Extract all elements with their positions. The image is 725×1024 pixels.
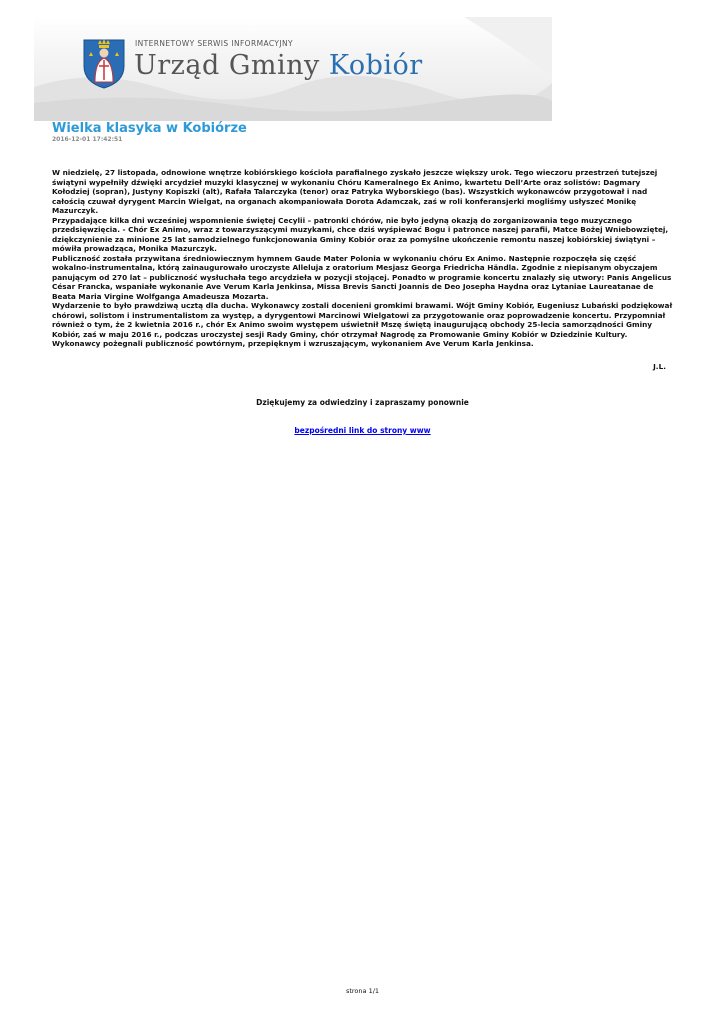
header-title-office: Urząd Gminy (134, 50, 329, 81)
article-date: 2016-12-01 17:42:51 (52, 136, 123, 143)
direct-link-container (0, 418, 725, 437)
header-banner (34, 17, 552, 121)
article-paragraph: Publiczność została przywitana średniowiecznym hymnem Gaude Mater Polonia w wykonaniu chóru Ex Animo. Następnie rozpoczęła się część wokalno-instrumentalna, którą zainaugurowało uroczyste Alleluja z oratorium Mesjasz Georga Friedricha Händla. Zgodnie z niepisanym obyczajem panującym od 270 lat – publiczność wysłuchała tego arcydzieła w pozycji stojącej. Ponadto w programie koncertu znalazły się utwory: Panis Angelicus César Francka, wspaniałe wykonanie Ave Verum Karla Jenkinsa, Missa Brevis Sancti Joannis de Deo Josepha Haydna oraz Lytaniae Laureatanae de Beata Maria Virgine Wolfganga Amadeusza Mozarta. (52, 253, 672, 301)
header-subtitle: INTERNETOWY SERWIS INFORMACYJNY (135, 39, 293, 48)
header-title-town: Kobiór (328, 50, 423, 81)
page-number: strona 1/1 (345, 987, 380, 995)
article-paragraph: Wykonawcy pożegnali publiczność powtórnym, przepięknym i wzruszającym, wykonaniem Ave Verum Karla Jenkinsa. (52, 339, 534, 348)
article-title: Wielka klasyka w Kobiórze (52, 121, 247, 136)
header-title (134, 50, 423, 81)
article-body (52, 168, 674, 349)
thanks-message: Dziękujemy za odwiedziny i zapraszamy ponownie (256, 398, 469, 407)
article-paragraph: Przypadające kilka dni wcześniej wspomnienie świętej Cecylii – patronki chórów, nie było jedyną okazją do zorganizowania tego muzycznego przedsięwzięcia. - Chór Ex Animo, wraz z towarzyszącymi muzykami, chce dziś wyśpiewać Bogu i patronce naszej parafii, Matce Bożej Wniebowziętej, dziękczynienie za minione 25 lat samodzielnego funkcjonowania Gminy Kobiór oraz za pomyślne ukończenie remontu naszej kobiórskiej świątyni – mówiła prowadząca, Monika Mazurczyk. (52, 215, 669, 253)
coat-of-arms-icon (82, 38, 126, 90)
article-signature: J.L. (653, 362, 666, 371)
article-paragraph: Wydarzenie to było prawdziwą ucztą dla ducha. Wykonawcy zostali docenieni gromkimi brawami. Wójt Gminy Kobiór, Eugeniusz Lubański podziękował chórowi, solistom i instrumentalistom za występ, a dyrygentowi Marcinowi Wielgatowi za przygotowanie oraz poprowadzenie koncertu. Przypomniał również o tym, że 2 kwietnia 2016 r., chór Ex Animo swoim występem uświetnił Mszę świętą inaugurującą obchody 25-lecia samorządności Gminy Kobiór, zaś w maju 2016 r., podczas uroczystej sesji Rady Gminy, chór otrzymał Nagrodę za Promowanie Gminy Kobiór w Dziedzinie Kultury. (52, 301, 673, 339)
direct-link[interactable]: bezpośredni link do strony www (294, 426, 431, 435)
article-paragraph: W niedzielę, 27 listopada, odnowione wnętrze kobiórskiego kościoła parafialnego zyskało jeszcze większy urok. Tego wieczoru przestrzeń tutejszej świątyni wypełniły dźwięki arcydzieł muzyki klasycznej w wykonaniu Chóru Kameralnego Ex Animo, kwartetu Dell’Arte oraz solistów: Dagmary Kołodziej (sopran), Justyny Kopiszki (alt), Rafała Talarczyka (tenor) oraz Patryka Wyborskiego (bas). Wszystkich wykonawców przygotował i nad całością czuwał dyrygent Marcin Wielgat, na organach akompaniowała Dorota Adamczak, zaś w roli konferansjerki mogliśmy usłyszeć Monikę Mazurczyk. (52, 168, 658, 215)
